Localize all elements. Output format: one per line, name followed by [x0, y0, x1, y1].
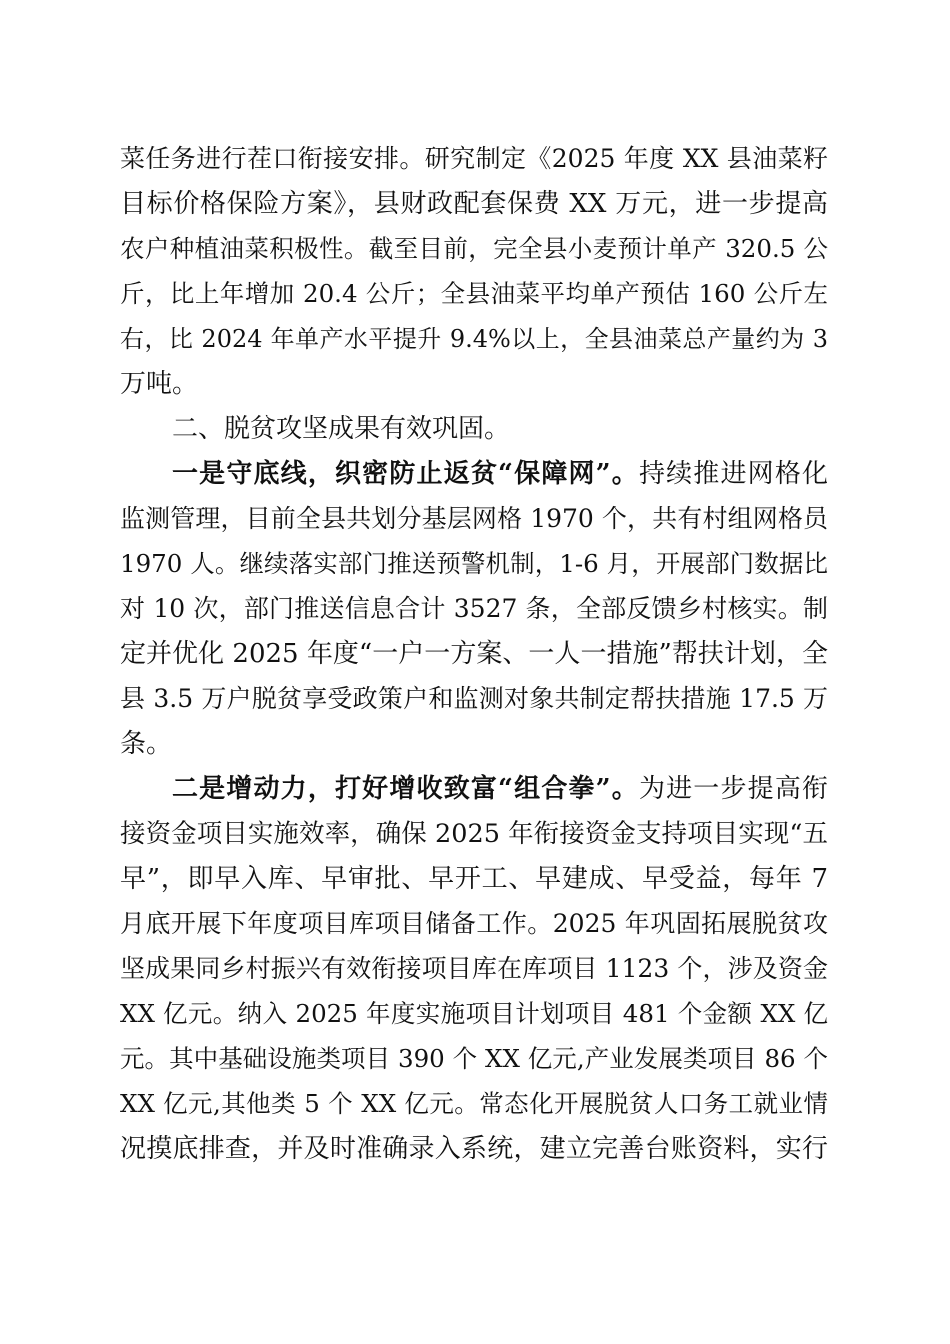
text-line: XX 亿元,其他类 5 个 XX 亿元。常态化开展脱贫人口务工就业情 [120, 1089, 828, 1118]
text-line: 县 3.5 万户脱贫享受政策户和监测对象共制定帮扶措施 17.5 万 [120, 684, 828, 713]
paragraph-text: 为进一步提高衔 [638, 774, 828, 804]
paragraph-lead: 二是增动力，打好增收致富“组合拳”。 [172, 774, 639, 804]
text-line: 条。 [120, 729, 173, 759]
paragraph-text: 持续推进网格化 [638, 459, 828, 489]
text-line: 目标价格保险方案》，县财政配套保费 XX 万元，进一步提高 [120, 189, 828, 219]
text-line: 定并优化 2025 年度“一户一方案、一人一措施”帮扶计划，全 [120, 639, 828, 669]
paragraph-first-line [172, 452, 828, 496]
section-heading: 二、脱贫攻坚成果有效巩固。 [172, 414, 511, 444]
text-line: 右，比 2024 年单产水平提升 9.4%以上，全县油菜总产量约为 3 [120, 325, 828, 353]
text-line: 菜任务进行茬口衔接安排。研究制定《2025 年度 XX 县油菜籽 [120, 144, 828, 173]
text-line: 月底开展下年度项目库项目储备工作。2025 年巩固拓展脱贫攻 [120, 909, 828, 938]
text-line: XX 亿元。纳入 2025 年度实施项目计划项目 481 个金额 XX 亿 [120, 999, 828, 1028]
text-line: 斤，比上年增加 20.4 公斤；全县油菜平均单产预估 160 公斤左 [120, 279, 828, 308]
paragraph-first-line [172, 767, 828, 811]
text-line: 农户种植油菜积极性。截至目前，完全县小麦预计单产 320.5 公 [120, 234, 828, 263]
text-line: 对 10 次，部门推送信息合计 3527 条，全部反馈乡村核实。制 [120, 594, 828, 623]
text-line: 万吨。 [120, 369, 199, 399]
text-line: 监测管理，目前全县共划分基层网格 1970 个，共有村组网格员 [120, 504, 828, 533]
paragraph-lead: 一是守底线，织密防止返贫“保障网”。 [172, 459, 639, 489]
text-line: 1970 人。继续落实部门推送预警机制，1-6 月，开展部门数据比 [120, 549, 828, 578]
text-line: 况摸底排查，并及时准确录入系统，建立完善台账资料，实行 [120, 1134, 828, 1164]
text-line: 元。其中基础设施类项目 390 个 XX 亿元,产业发展类项目 86 个 [120, 1044, 828, 1073]
text-line: 接资金项目实施效率，确保 2025 年衔接资金支持项目实现“五 [120, 819, 828, 849]
text-line: 坚成果同乡村振兴有效衔接项目库在库项目 1123 个，涉及资金 [120, 954, 828, 983]
text-line: 早”，即早入库、早审批、早开工、早建成、早受益，每年 7 [120, 864, 828, 894]
